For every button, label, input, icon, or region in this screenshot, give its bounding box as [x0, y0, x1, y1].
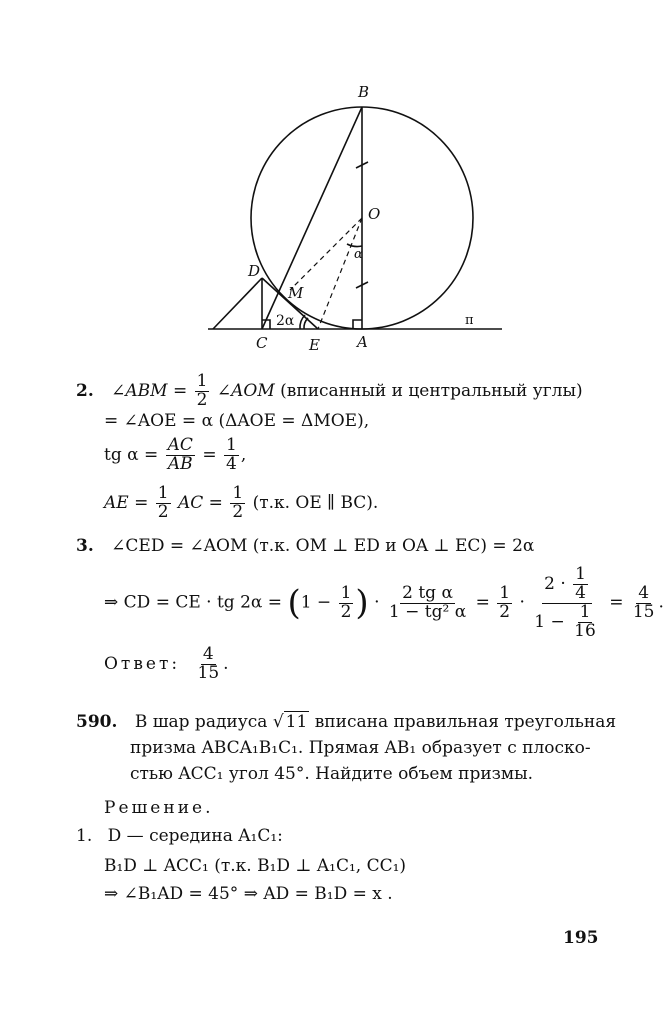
step2-line4: AE = $\frac{1}{2}$ AC = $\frac{1}{2}$ (т.к. OE ∥ BC). — [104, 483, 379, 522]
problem-line2: призма ABCA₁B₁C₁. Прямая AB₁ образует с плоско- — [130, 738, 591, 758]
solution-line1: 1. D — середина A₁C₁: — [76, 826, 283, 846]
frac-1-4: $\frac{1}{4}$ — [226, 435, 237, 474]
problem-line3: стью ACC₁ угол 45°. Найдите объем призмы. — [130, 764, 534, 784]
radicand: 11 — [285, 712, 308, 732]
label-o: O — [368, 205, 381, 223]
geometry-figure — [0, 0, 670, 360]
line-d-left — [213, 278, 262, 329]
label-c: C — [256, 334, 268, 352]
step2-line1 — [76, 373, 583, 410]
problem-line1: 590. В шар радиуса √ 11 вписана правильная треугольная — [76, 712, 617, 732]
label-e: E — [309, 336, 320, 354]
label-b: B — [358, 83, 370, 101]
label-pi: π — [465, 313, 474, 328]
big-fraction: 2 · $\frac{1}{4}$ 1 − $\frac{1}{16}$ — [534, 564, 596, 641]
solution-line3: ⇒ ∠B₁AD = 45° ⇒ AD = B₁D = x . — [104, 884, 393, 904]
step3-line1: 3. ∠CED = ∠AOM (т.к. OM ⊥ ED и OA ⊥ EC) = 2α — [76, 536, 535, 556]
label-alpha-center: α — [354, 247, 363, 262]
page-number: 195 — [563, 928, 599, 948]
step2-half: $\frac{1}{2}$ — [196, 371, 208, 410]
step2-note: (вписанный и центральный углы) — [280, 380, 583, 401]
solution-line2: B₁D ⊥ ACC₁ (т.к. B₁D ⊥ A₁C₁, CC₁) — [104, 856, 407, 876]
answer-value: $\frac{4}{15}$ — [197, 644, 220, 683]
answer-line: Ответ: $\frac{4}{15}$ . — [104, 644, 229, 683]
frac-ac-ab: $\frac{AC}{AB}$ — [167, 435, 193, 474]
step2-aom: ∠AOM — [216, 380, 275, 401]
step2-number: 2. — [76, 380, 94, 401]
step3-line2: ⇒ CD = CE · tg 2α = (1 − $\frac{1}{2}$ ) · $\frac{\text{2 tg α}}{\text{1 − tg² α}}$ = $\frac{1}{2}$ · 2 · $\frac{1}{4}$ 1 − $\frac{1}{16}$ = $\frac{4}{15}$ . — [104, 564, 664, 641]
step2-line3: tg α = $\frac{AC}{AB}$ = $\frac{1}{4}$ , — [104, 435, 247, 474]
step2-line2: = ∠AOE = α (ΔAOE = ΔMOE), — [104, 411, 370, 431]
answer-label: Ответ: — [104, 653, 181, 674]
solution-label: Решение. — [104, 798, 214, 818]
label-2alpha: 2α — [276, 313, 295, 329]
label-m: M — [288, 284, 304, 302]
label-a: A — [357, 333, 368, 351]
step2-abm: ∠ABM = — [111, 380, 188, 401]
line-bc — [262, 107, 362, 329]
problem-number: 590. — [76, 712, 118, 732]
label-d: D — [248, 262, 261, 280]
